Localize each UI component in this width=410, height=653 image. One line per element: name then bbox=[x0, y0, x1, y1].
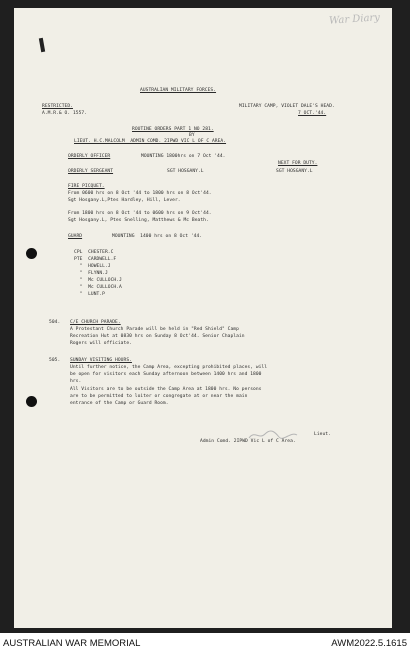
guard-member: " FLYNN.J bbox=[74, 271, 108, 276]
paragraph-line: are to be permitted to loiter or congregate at or near the main bbox=[70, 394, 248, 399]
signatory-rank: Lieut. bbox=[314, 432, 331, 437]
fire-picquet-shift-2-time: From 1800 hrs on 8 Oct '44 to 0600 hrs on 9 Oct'44. bbox=[68, 211, 212, 216]
camp-location: MILITARY CAMP, VIOLET DALE'S HEAD. bbox=[239, 104, 335, 109]
guard-member: " Mc CULLOCH.A bbox=[74, 285, 122, 290]
orderly-officer-label: ORDERLY OFFICER bbox=[68, 154, 111, 159]
punch-hole-icon bbox=[26, 396, 37, 407]
archive-footer bbox=[0, 633, 410, 653]
issuing-officer: LIEUT. H.C.MALCOLM ADMIN COMD. 2IPWD VIC L OF C AREA. bbox=[74, 139, 227, 144]
paragraph-title: SUNDAY VISITING HOURS. bbox=[70, 358, 132, 363]
next-sergeant-name: SGT HOSGANY.L bbox=[276, 169, 313, 174]
punch-hole-icon bbox=[26, 248, 37, 259]
paragraph-line: Rogers will officiate. bbox=[70, 341, 132, 346]
paragraph-line: All Visitors are to be outside the Camp Area at 1800 hrs. No persons bbox=[70, 387, 262, 392]
document-page bbox=[14, 8, 392, 628]
paragraph-line: Until further notice, the Camp Area, excepting prohibited places, will bbox=[70, 365, 268, 370]
footer-institution: AUSTRALIAN WAR MEMORIAL bbox=[3, 638, 141, 649]
paragraph-title: C/E CHURCH PARADE. bbox=[70, 320, 121, 325]
staple-icon bbox=[39, 38, 45, 52]
paragraph-line: be open for visitors each Sunday afternoon between 1400 hrs and 1800 bbox=[70, 372, 262, 377]
guard-member: " LUNT.P bbox=[74, 292, 105, 297]
guard-member: " Mc CULLOCH.J bbox=[74, 278, 122, 283]
routine-orders-title: ROUTINE ORDERS PART 1 NO 281. bbox=[132, 127, 214, 132]
fire-picquet-label: FIRE PICQUET. bbox=[68, 184, 105, 189]
paragraph-line: Recreation Hut at 0830 hrs on Sunday 8 Oct'44. Senior Chaplain bbox=[70, 334, 245, 339]
paragraph-line: hrs. bbox=[70, 379, 82, 384]
footer-accession-number: AWM2022.5.1615 bbox=[331, 638, 407, 649]
paragraph-line: entrance of the Camp or Guard Room. bbox=[70, 401, 169, 406]
guard-member: PTE CARDWELL.F bbox=[74, 257, 117, 262]
paragraph-number: 505. bbox=[49, 358, 61, 363]
signatory-appointment: Admin Comd. 2IPWD Vic L of C Area. bbox=[200, 439, 296, 444]
by-label: BY bbox=[189, 133, 195, 138]
handwritten-annotation: War Diary bbox=[328, 12, 381, 27]
fire-picquet-shift-2-names: Sgt Hosgany.L, Ptes Snelling, Matthews & Mc Beath. bbox=[68, 218, 209, 223]
paragraph-number: 504. bbox=[49, 320, 61, 325]
fire-picquet-shift-1-names: Sgt Hosgany.L,Ptes Hardley, Hill, Lever. bbox=[68, 198, 181, 203]
restricted-label: RESTRICTED. bbox=[42, 104, 73, 109]
document-heading: AUSTRALIAN MILITARY FORCES. bbox=[140, 88, 217, 93]
next-for-duty-label: NEXT FOR DUTY. bbox=[278, 161, 318, 166]
orderly-officer-detail: MOUNTING 1800hrs on 7 Oct '44. bbox=[141, 154, 226, 159]
guard-member: " HOWELL.J bbox=[74, 264, 111, 269]
orderly-sergeant-name: SGT HOSGANY.L bbox=[167, 169, 204, 174]
guard-label: GUARD bbox=[68, 234, 83, 239]
orderly-sergeant-label: ORDERLY SERGEANT bbox=[68, 169, 114, 174]
guard-detail: MOUNTING 1400 hrs on 8 Oct '44. bbox=[112, 234, 203, 239]
guard-member: CPL CHESTER.C bbox=[74, 250, 114, 255]
amr-reference: A.M.R.& O. 1557. bbox=[42, 111, 88, 116]
order-date: 7 OCT.'44. bbox=[298, 111, 327, 116]
fire-picquet-shift-1-time: From 0600 hrs on 8 Oct '44 to 1800 hrs on 8 Oct'44. bbox=[68, 191, 212, 196]
paragraph-line: A Protestant Church Parade will be held in "Red Shield" Camp bbox=[70, 327, 239, 332]
